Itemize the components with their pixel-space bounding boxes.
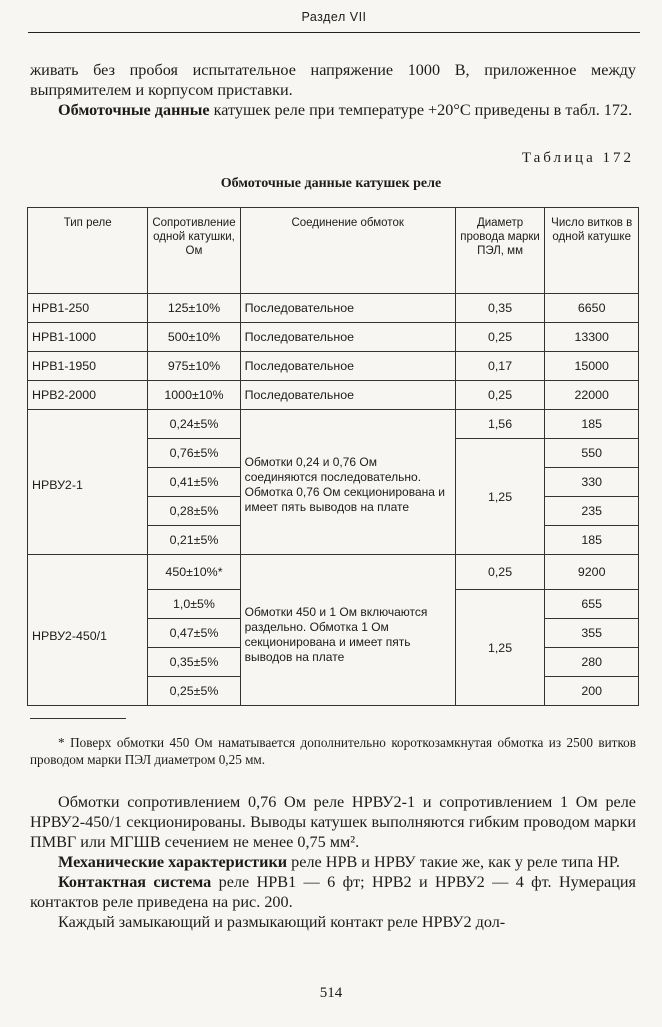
resistance-cell: 500±10% — [148, 323, 240, 352]
body-paragraph-1: Обмотки сопротивлением 0,76 Ом реле НРВУ2-1 и сопротивлением 1 Ом реле НРВУ2-450/1 секционированы. Выводы катушек выполняются гибким проводом марки ПМВГ или МГШВ сечением не менее 0,75 мм². — [30, 793, 636, 851]
header-cell: Соединение обмоток — [240, 208, 455, 294]
bold-term: Обмоточные данные — [58, 101, 210, 119]
header-cell: Диаметр провода марки ПЭЛ, мм — [455, 208, 545, 294]
resistance-cell: 975±10% — [148, 352, 240, 381]
footnote-rule — [30, 718, 126, 719]
connection-cell: Последовательное — [240, 381, 455, 410]
paragraph-text: реле НРВ и НРВУ такие же, как у реле типа НР. — [287, 853, 620, 871]
type-cell: НРВ2-2000 — [28, 381, 148, 410]
table-row — [28, 323, 639, 352]
footnote — [30, 734, 636, 768]
table-row — [28, 352, 639, 381]
resistance-cell: 0,21±5% — [148, 526, 240, 555]
table-title: Обмоточные данные катушек реле — [220, 176, 442, 191]
type-cell: НРВ1-250 — [28, 294, 148, 323]
resistance-cell: 0,76±5% — [148, 439, 240, 468]
turns-cell: 15000 — [545, 352, 639, 381]
diameter-cell: 1,25 — [455, 590, 545, 706]
page-number: 514 — [319, 985, 343, 1001]
table-row — [28, 555, 639, 590]
turns-cell: 280 — [545, 648, 639, 677]
type-cell: НРВУ2-450/1 — [28, 555, 148, 706]
connection-note: Обмотки 450 и 1 Ом включаются раздельно. Обмотка 1 Ом секционирована и имеет пять выводов на плате — [240, 555, 455, 706]
paragraph-text: катушек реле при температуре +20°С приведены в табл. 172. — [209, 101, 633, 119]
turns-cell: 9200 — [545, 555, 639, 590]
turns-cell: 22000 — [545, 381, 639, 410]
paragraph-text: реле НРВ1 — 6 фт; НРВ2 и НРВУ2 — 4 фт. Нумерация контактов реле приведена на рис. 200. — [30, 873, 636, 911]
header-cell: Сопротивление одной катушки, Ом — [148, 208, 240, 294]
turns-cell: 200 — [545, 677, 639, 706]
body-paragraph-3 — [30, 872, 636, 912]
diameter-cell: 1,25 — [455, 439, 545, 555]
turns-cell: 13300 — [545, 323, 639, 352]
running-header: Раздел VII — [301, 10, 367, 24]
turns-cell: 185 — [545, 410, 639, 439]
table-row — [28, 381, 639, 410]
resistance-cell: 0,24±5% — [148, 410, 240, 439]
type-cell: НРВ1-1950 — [28, 352, 148, 381]
bold-term: Механические характеристики — [58, 853, 288, 871]
connection-cell: Последовательное — [240, 294, 455, 323]
type-cell: НРВ1-1000 — [28, 323, 148, 352]
intro-paragraph-1: живать без пробоя испытательное напряжение 1000 В, приложенное между выпрямителем и корпусом приставки. — [30, 61, 636, 99]
body-paragraph-4: Каждый замыкающий и размыкающий контакт реле НРВУ2 дол- — [58, 913, 506, 931]
table-label: Таблица 172 — [521, 150, 634, 166]
body-paragraph-2 — [30, 852, 636, 872]
table-row — [28, 410, 639, 439]
resistance-cell: 0,25±5% — [148, 677, 240, 706]
turns-cell: 6650 — [545, 294, 639, 323]
resistance-cell: 0,41±5% — [148, 468, 240, 497]
diameter-cell: 1,56 — [455, 410, 545, 439]
turns-cell: 235 — [545, 497, 639, 526]
diameter-cell: 0,25 — [455, 323, 545, 352]
intro-text — [30, 60, 636, 120]
body-text — [30, 792, 636, 932]
resistance-cell: 0,47±5% — [148, 619, 240, 648]
turns-cell: 355 — [545, 619, 639, 648]
winding-data-table — [27, 207, 639, 706]
turns-cell: 185 — [545, 526, 639, 555]
diameter-cell: 0,25 — [455, 381, 545, 410]
resistance-cell: 0,35±5% — [148, 648, 240, 677]
intro-paragraph-2 — [30, 100, 636, 120]
turns-cell: 655 — [545, 590, 639, 619]
resistance-cell: 1000±10% — [148, 381, 240, 410]
header-rule — [28, 32, 640, 33]
diameter-cell: 0,35 — [455, 294, 545, 323]
turns-cell: 550 — [545, 439, 639, 468]
resistance-cell: 0,28±5% — [148, 497, 240, 526]
header-cell: Тип реле — [28, 208, 148, 294]
connection-cell: Последовательное — [240, 352, 455, 381]
connection-note: Обмотки 0,24 и 0,76 Ом соединяются последовательно. Обмотка 0,76 Ом секционирована и имеет пять выводов на плате — [240, 410, 455, 555]
diameter-cell: 0,17 — [455, 352, 545, 381]
resistance-cell: 1,0±5% — [148, 590, 240, 619]
turns-cell: 330 — [545, 468, 639, 497]
table-row — [28, 294, 639, 323]
resistance-cell: 450±10%* — [148, 555, 240, 590]
header-cell: Число витков в одной катушке — [545, 208, 639, 294]
table-header-row — [28, 208, 639, 294]
type-cell: НРВУ2-1 — [28, 410, 148, 555]
diameter-cell: 0,25 — [455, 555, 545, 590]
footnote-text: * Поверх обмотки 450 Ом наматывается дополнительно короткозамкнутая обмотка из 2500 витков проводом марки ПЭЛ диаметром 0,25 мм. — [30, 735, 636, 767]
connection-cell: Последовательное — [240, 323, 455, 352]
bold-term: Контактная система — [58, 873, 212, 891]
resistance-cell: 125±10% — [148, 294, 240, 323]
